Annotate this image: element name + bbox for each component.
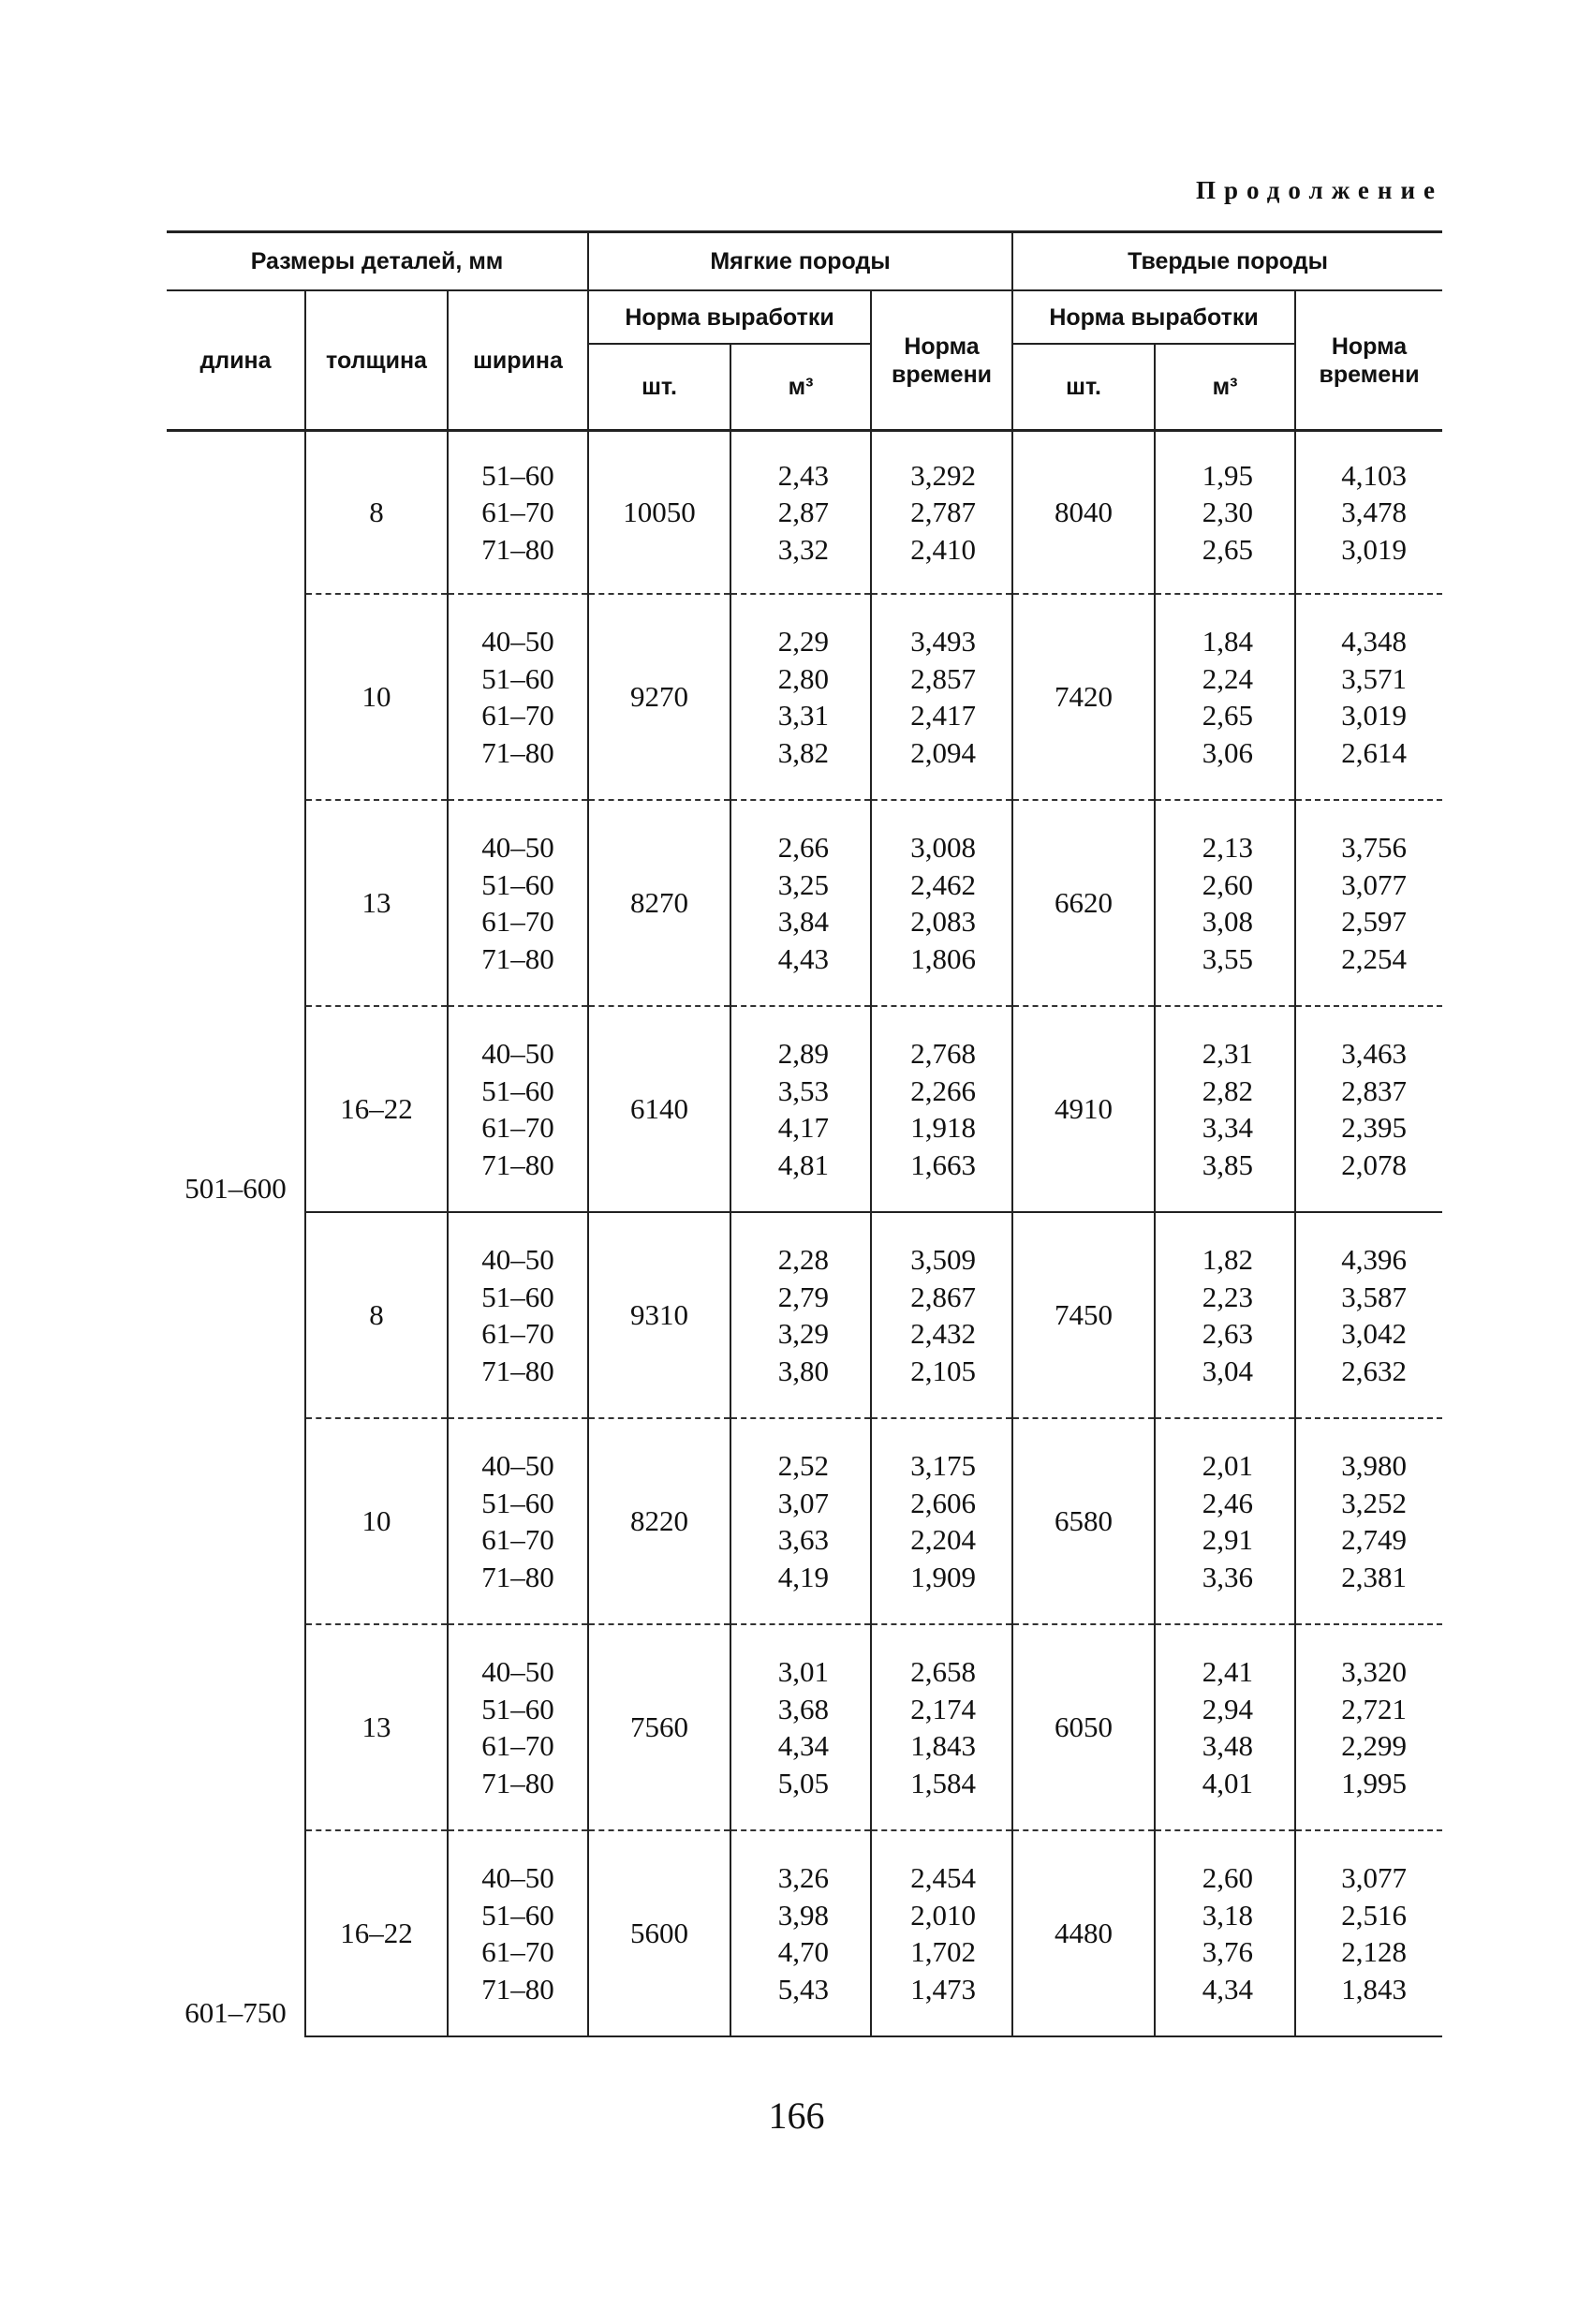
soft-time-cell-value: 2,266 — [910, 1073, 977, 1107]
soft-time-cell — [871, 594, 1012, 800]
soft-time-cell — [871, 1830, 1012, 2036]
soft-pcs-cell: 6140 — [588, 1006, 730, 1212]
soft-m3-cell-value: 3,32 — [777, 532, 830, 566]
soft-m3-cell-value: 2,52 — [777, 1449, 830, 1482]
hard-m3-cell — [1155, 800, 1295, 1006]
hard-m3-cell-value: 2,63 — [1202, 1317, 1254, 1350]
width-cell-value: 40–50 — [481, 1449, 554, 1482]
soft-m3-cell-value: 4,34 — [777, 1729, 830, 1762]
soft-time-cell-value: 1,473 — [910, 1972, 977, 2006]
thickness-cell: 13 — [305, 800, 448, 1006]
hard-time-cell-value: 2,299 — [1341, 1729, 1408, 1762]
width-cell-value: 61–70 — [481, 1111, 554, 1144]
header-soft-woods: Мягкие породы — [588, 232, 1012, 291]
width-cell — [448, 1624, 588, 1830]
hard-m3-cell-value: 3,85 — [1202, 1147, 1254, 1181]
hard-m3-cell-value: 3,48 — [1202, 1729, 1254, 1762]
soft-time-cell-value: 3,008 — [910, 831, 977, 864]
soft-m3-cell — [730, 594, 871, 800]
soft-time-cell — [871, 1006, 1012, 1212]
soft-time-cell-value: 2,857 — [910, 661, 977, 695]
header-dimensions: Размеры деталей, мм — [167, 232, 588, 291]
header-hard-output-norm: Норма выработки — [1012, 290, 1295, 344]
width-cell-value: 51–60 — [481, 1486, 554, 1519]
hard-time-cell — [1295, 1212, 1442, 1418]
soft-m3-cell — [730, 1830, 871, 2036]
hard-m3-cell-value: 2,94 — [1202, 1692, 1254, 1725]
hard-time-cell — [1295, 1624, 1442, 1830]
hard-m3-cell-value: 2,46 — [1202, 1486, 1254, 1519]
width-cell-value: 71–80 — [481, 1766, 554, 1799]
width-cell-value: 71–80 — [481, 735, 554, 769]
header-soft-m3: м³ — [730, 344, 871, 431]
soft-m3-cell-value: 3,25 — [777, 867, 830, 901]
hard-m3-cell-value: 3,36 — [1202, 1560, 1254, 1593]
soft-m3-cell — [730, 1006, 871, 1212]
hard-pcs-cell: 7420 — [1012, 594, 1155, 800]
hard-m3-cell-value: 2,30 — [1202, 496, 1254, 529]
width-cell — [448, 431, 588, 595]
width-cell-value: 40–50 — [481, 625, 554, 658]
table-row — [167, 431, 1442, 595]
hard-m3-cell — [1155, 431, 1295, 595]
width-cell — [448, 1418, 588, 1624]
soft-time-cell-value: 2,454 — [910, 1861, 977, 1894]
thickness-cell: 10 — [305, 1418, 448, 1624]
table-row — [167, 800, 1442, 1006]
thickness-cell: 13 — [305, 1624, 448, 1830]
soft-m3-cell-value: 3,01 — [777, 1655, 830, 1688]
hard-time-cell-value: 3,019 — [1341, 699, 1408, 732]
soft-m3-cell-value: 3,53 — [777, 1073, 830, 1107]
width-cell-value: 61–70 — [481, 1317, 554, 1350]
soft-m3-cell-value: 4,17 — [777, 1111, 830, 1144]
soft-m3-cell — [730, 1212, 871, 1418]
table-header — [167, 232, 1442, 431]
soft-m3-cell-value: 2,80 — [777, 661, 830, 695]
header-width: ширина — [448, 290, 588, 431]
hard-m3-cell-value: 3,06 — [1202, 735, 1254, 769]
hard-pcs-cell: 6580 — [1012, 1418, 1155, 1624]
soft-m3-cell — [730, 1418, 871, 1624]
soft-time-cell-value: 3,175 — [910, 1449, 977, 1482]
width-cell-value: 51–60 — [481, 1898, 554, 1932]
header-hard-woods: Твердые породы — [1012, 232, 1442, 291]
hard-m3-cell — [1155, 1212, 1295, 1418]
thickness-cell: 8 — [305, 1212, 448, 1418]
hard-m3-cell-value: 2,31 — [1202, 1037, 1254, 1070]
width-cell-value: 61–70 — [481, 1523, 554, 1556]
hard-m3-cell — [1155, 1418, 1295, 1624]
hard-m3-cell-value: 1,95 — [1202, 458, 1254, 492]
hard-m3-cell-value: 3,04 — [1202, 1354, 1254, 1387]
soft-time-cell-value: 2,010 — [910, 1898, 977, 1932]
width-cell-value: 40–50 — [481, 1037, 554, 1070]
soft-pcs-cell: 5600 — [588, 1830, 730, 2036]
soft-time-cell-value: 1,663 — [910, 1147, 977, 1181]
hard-time-cell-value: 4,103 — [1341, 458, 1408, 492]
hard-m3-cell-value: 3,34 — [1202, 1111, 1254, 1144]
hard-time-cell — [1295, 800, 1442, 1006]
soft-time-cell-value: 2,410 — [910, 532, 977, 566]
soft-pcs-cell: 8220 — [588, 1418, 730, 1624]
soft-m3-cell-value: 3,31 — [777, 699, 830, 732]
soft-time-cell-value: 1,702 — [910, 1935, 977, 1968]
soft-time-cell — [871, 1624, 1012, 1830]
hard-time-cell-value: 3,571 — [1341, 661, 1408, 695]
soft-m3-cell-value: 3,07 — [777, 1486, 830, 1519]
hard-m3-cell-value: 2,41 — [1202, 1655, 1254, 1688]
hard-time-cell — [1295, 594, 1442, 800]
hard-m3-cell-value: 4,01 — [1202, 1766, 1254, 1799]
table-row — [167, 1418, 1442, 1624]
soft-time-cell-value: 3,493 — [910, 625, 977, 658]
soft-time-cell-value: 1,806 — [910, 941, 977, 975]
hard-time-cell-value: 2,395 — [1341, 1111, 1408, 1144]
length-cell — [167, 431, 305, 1213]
hard-m3-cell-value: 3,55 — [1202, 941, 1254, 975]
hard-time-cell-value: 4,348 — [1341, 625, 1408, 658]
soft-m3-cell-value: 2,87 — [777, 496, 830, 529]
width-cell-value: 51–60 — [481, 661, 554, 695]
hard-time-cell-value: 3,019 — [1341, 532, 1408, 566]
header-hard-pcs: шт. — [1012, 344, 1155, 431]
hard-time-cell-value: 3,980 — [1341, 1449, 1408, 1482]
soft-time-cell-value: 2,658 — [910, 1655, 977, 1688]
header-hard-time-norm: Норма времени — [1295, 290, 1442, 431]
header-hard-m3: м³ — [1155, 344, 1295, 431]
width-cell-value: 40–50 — [481, 1655, 554, 1688]
hard-m3-cell — [1155, 1006, 1295, 1212]
hard-time-cell-value: 2,632 — [1341, 1354, 1408, 1387]
hard-time-cell-value: 2,516 — [1341, 1898, 1408, 1932]
hard-time-cell-value: 4,396 — [1341, 1243, 1408, 1276]
hard-m3-cell-value: 1,82 — [1202, 1243, 1254, 1276]
soft-m3-cell-value: 4,43 — [777, 941, 830, 975]
hard-time-cell-value: 2,837 — [1341, 1073, 1408, 1107]
soft-time-cell-value: 2,174 — [910, 1692, 977, 1725]
thickness-cell: 10 — [305, 594, 448, 800]
hard-m3-cell-value: 2,60 — [1202, 867, 1254, 901]
width-cell-value: 71–80 — [481, 1354, 554, 1387]
soft-time-cell-value: 1,843 — [910, 1729, 977, 1762]
hard-m3-cell — [1155, 1830, 1295, 2036]
header-thickness: толщина — [305, 290, 448, 431]
hard-time-cell-value: 2,597 — [1341, 905, 1408, 938]
width-cell — [448, 594, 588, 800]
soft-time-cell-value: 2,417 — [910, 699, 977, 732]
continuation-label: Продолжение — [1196, 176, 1443, 204]
length-value: 501–600 — [184, 1171, 287, 1205]
hard-m3-cell-value: 2,91 — [1202, 1523, 1254, 1556]
soft-m3-cell-value: 3,68 — [777, 1692, 830, 1725]
soft-m3-cell-value: 3,26 — [777, 1861, 830, 1894]
soft-m3-cell-value: 3,84 — [777, 905, 830, 938]
soft-time-cell-value: 1,918 — [910, 1111, 977, 1144]
soft-m3-cell-value: 3,98 — [777, 1898, 830, 1932]
table-row — [167, 1830, 1442, 2036]
soft-time-cell-value: 2,083 — [910, 905, 977, 938]
hard-m3-cell-value: 4,34 — [1202, 1972, 1254, 2006]
page-number: 166 — [768, 2095, 825, 2137]
hard-time-cell-value: 3,077 — [1341, 867, 1408, 901]
soft-time-cell-value: 2,867 — [910, 1280, 977, 1313]
hard-time-cell — [1295, 431, 1442, 595]
hard-m3-cell-value: 2,23 — [1202, 1280, 1254, 1313]
soft-time-cell-value: 2,432 — [910, 1317, 977, 1350]
hard-m3-cell-value: 1,84 — [1202, 625, 1254, 658]
width-cell-value: 71–80 — [481, 532, 554, 566]
soft-time-cell — [871, 431, 1012, 595]
soft-m3-cell-value: 2,43 — [777, 458, 830, 492]
hard-pcs-cell: 6050 — [1012, 1624, 1155, 1830]
width-cell-value: 61–70 — [481, 496, 554, 529]
hard-m3-cell-value: 2,65 — [1202, 532, 1254, 566]
width-cell-value: 51–60 — [481, 1692, 554, 1725]
hard-time-cell-value: 2,614 — [1341, 735, 1408, 769]
width-cell-value: 71–80 — [481, 1147, 554, 1181]
soft-time-cell-value: 3,292 — [910, 458, 977, 492]
table-row — [167, 594, 1442, 800]
hard-m3-cell-value: 2,60 — [1202, 1861, 1254, 1894]
table-body — [167, 431, 1442, 2037]
hard-m3-cell — [1155, 1624, 1295, 1830]
soft-time-cell-value: 2,204 — [910, 1523, 977, 1556]
soft-time-cell-value: 1,584 — [910, 1766, 977, 1799]
soft-time-cell-value: 1,909 — [910, 1560, 977, 1593]
hard-time-cell — [1295, 1006, 1442, 1212]
norms-table — [167, 230, 1442, 2037]
hard-pcs-cell: 4910 — [1012, 1006, 1155, 1212]
soft-pcs-cell: 10050 — [588, 431, 730, 595]
width-cell — [448, 800, 588, 1006]
header-length: длина — [167, 290, 305, 431]
soft-m3-cell-value: 2,66 — [777, 831, 830, 864]
hard-m3-cell-value: 3,08 — [1202, 905, 1254, 938]
soft-m3-cell — [730, 1624, 871, 1830]
soft-m3-cell-value: 2,28 — [777, 1243, 830, 1276]
hard-time-cell-value: 3,042 — [1341, 1317, 1408, 1350]
hard-time-cell-value: 3,252 — [1341, 1486, 1408, 1519]
soft-m3-cell — [730, 431, 871, 595]
soft-m3-cell-value: 3,80 — [777, 1354, 830, 1387]
soft-pcs-cell: 9270 — [588, 594, 730, 800]
soft-m3-cell-value: 4,19 — [777, 1560, 830, 1593]
thickness-cell: 16–22 — [305, 1006, 448, 1212]
hard-time-cell-value: 2,721 — [1341, 1692, 1408, 1725]
thickness-cell: 8 — [305, 431, 448, 595]
length-value: 601–750 — [184, 1995, 287, 2029]
soft-pcs-cell: 8270 — [588, 800, 730, 1006]
length-cell — [167, 1212, 305, 2036]
width-cell-value: 71–80 — [481, 941, 554, 975]
header-soft-output-norm: Норма выработки — [588, 290, 871, 344]
thickness-cell: 16–22 — [305, 1830, 448, 2036]
hard-time-cell-value: 1,995 — [1341, 1766, 1408, 1799]
width-cell-value: 40–50 — [481, 831, 554, 864]
hard-time-cell-value: 1,843 — [1341, 1972, 1408, 2006]
soft-pcs-cell: 9310 — [588, 1212, 730, 1418]
header-soft-pcs: шт. — [588, 344, 730, 431]
width-cell-value: 40–50 — [481, 1243, 554, 1276]
width-cell-value: 61–70 — [481, 699, 554, 732]
hard-time-cell-value: 3,463 — [1341, 1037, 1408, 1070]
soft-time-cell-value: 2,768 — [910, 1037, 977, 1070]
hard-m3-cell-value: 2,65 — [1202, 699, 1254, 732]
soft-m3-cell-value: 2,79 — [777, 1280, 830, 1313]
soft-m3-cell-value: 4,70 — [777, 1935, 830, 1968]
soft-m3-cell-value: 5,05 — [777, 1766, 830, 1799]
soft-time-cell — [871, 800, 1012, 1006]
soft-m3-cell-value: 2,89 — [777, 1037, 830, 1070]
hard-time-cell-value: 2,749 — [1341, 1523, 1408, 1556]
hard-time-cell-value: 2,381 — [1341, 1560, 1408, 1593]
hard-time-cell-value: 3,587 — [1341, 1280, 1408, 1313]
hard-time-cell-value: 2,128 — [1341, 1935, 1408, 1968]
hard-m3-cell-value: 2,01 — [1202, 1449, 1254, 1482]
soft-time-cell-value: 2,105 — [910, 1354, 977, 1387]
hard-m3-cell-value: 3,18 — [1202, 1898, 1254, 1932]
soft-m3-cell-value: 3,82 — [777, 735, 830, 769]
soft-pcs-cell: 7560 — [588, 1624, 730, 1830]
hard-time-cell-value: 3,320 — [1341, 1655, 1408, 1688]
width-cell-value: 71–80 — [481, 1972, 554, 2006]
width-cell-value: 51–60 — [481, 458, 554, 492]
width-cell — [448, 1006, 588, 1212]
hard-time-cell-value: 2,254 — [1341, 941, 1408, 975]
hard-pcs-cell: 7450 — [1012, 1212, 1155, 1418]
soft-time-cell-value: 2,094 — [910, 735, 977, 769]
hard-m3-cell-value: 2,13 — [1202, 831, 1254, 864]
hard-time-cell-value: 3,756 — [1341, 831, 1408, 864]
soft-m3-cell-value: 3,63 — [777, 1523, 830, 1556]
hard-m3-cell-value: 2,24 — [1202, 661, 1254, 695]
soft-time-cell-value: 2,787 — [910, 496, 977, 529]
hard-m3-cell — [1155, 594, 1295, 800]
width-cell-value: 61–70 — [481, 905, 554, 938]
soft-time-cell-value: 3,509 — [910, 1243, 977, 1276]
hard-pcs-cell: 6620 — [1012, 800, 1155, 1006]
soft-m3-cell-value: 3,29 — [777, 1317, 830, 1350]
table-row — [167, 1006, 1442, 1212]
width-cell-value: 51–60 — [481, 1280, 554, 1313]
table-row — [167, 1212, 1442, 1418]
hard-time-cell-value: 3,077 — [1341, 1861, 1408, 1894]
hard-time-cell-value: 3,478 — [1341, 496, 1408, 529]
hard-m3-cell-value: 2,82 — [1202, 1073, 1254, 1107]
width-cell-value: 71–80 — [481, 1560, 554, 1593]
width-cell-value: 51–60 — [481, 867, 554, 901]
hard-time-cell-value: 2,078 — [1341, 1147, 1408, 1181]
table-row — [167, 1624, 1442, 1830]
width-cell-value: 51–60 — [481, 1073, 554, 1107]
soft-time-cell-value: 2,462 — [910, 867, 977, 901]
soft-m3-cell-value: 4,81 — [777, 1147, 830, 1181]
width-cell-value: 40–50 — [481, 1861, 554, 1894]
width-cell-value: 61–70 — [481, 1729, 554, 1762]
soft-m3-cell — [730, 800, 871, 1006]
width-cell-value: 61–70 — [481, 1935, 554, 1968]
hard-m3-cell-value: 3,76 — [1202, 1935, 1254, 1968]
soft-m3-cell-value: 5,43 — [777, 1972, 830, 2006]
soft-time-cell-value: 2,606 — [910, 1486, 977, 1519]
hard-pcs-cell: 8040 — [1012, 431, 1155, 595]
hard-time-cell — [1295, 1418, 1442, 1624]
width-cell — [448, 1212, 588, 1418]
width-cell — [448, 1830, 588, 2036]
hard-pcs-cell: 4480 — [1012, 1830, 1155, 2036]
soft-m3-cell-value: 2,29 — [777, 625, 830, 658]
hard-time-cell — [1295, 1830, 1442, 2036]
soft-time-cell — [871, 1212, 1012, 1418]
soft-time-cell — [871, 1418, 1012, 1624]
header-soft-time-norm: Норма времени — [871, 290, 1012, 431]
